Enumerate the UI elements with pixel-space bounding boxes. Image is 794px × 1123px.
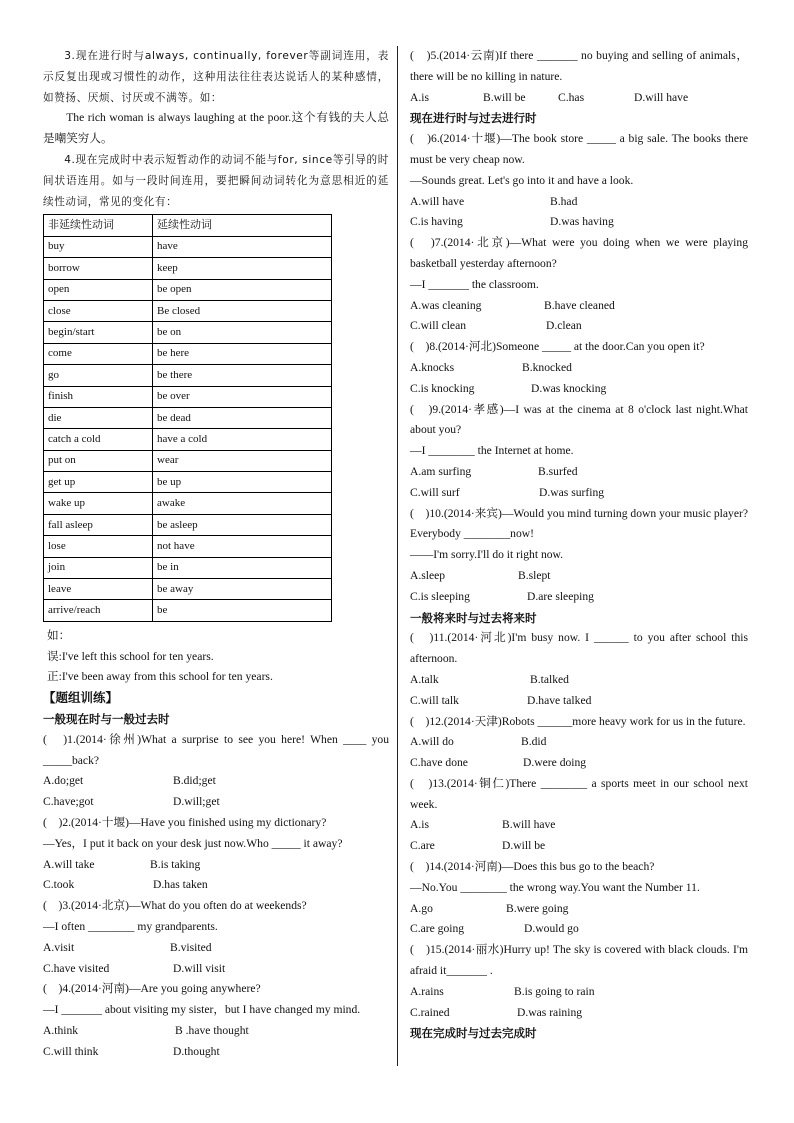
section-heading: 现在完成时与过去完成时 <box>410 1026 537 1041</box>
option-a: A.visit <box>43 940 75 954</box>
option-b: B.did;get <box>173 774 216 788</box>
option-d: D.was having <box>550 215 614 229</box>
table-header-cell: 延续性动词 <box>153 215 332 236</box>
question-10: ( )10.(2014·来宾)—Would you mind turning down your music player?Everybody ________now! <box>410 506 748 541</box>
question-6-dialogue: —Sounds great. Let's go into it and have a look. <box>410 173 634 187</box>
question-13: ( )13.(2014·铜仁)There ________ a sports meet in our school next week. <box>410 776 748 811</box>
option-b: B.knocked <box>522 360 572 374</box>
option-c: C.have visited <box>43 961 110 975</box>
option-c: C.have;got <box>43 795 94 809</box>
table-row <box>44 536 332 557</box>
option-d: D.have talked <box>527 693 592 707</box>
option-d: D.was surfing <box>539 485 605 499</box>
option-b: B .have thought <box>175 1023 249 1037</box>
option-c: C.will surf <box>410 485 460 499</box>
question-10-options-row-1 <box>410 566 748 587</box>
table-row <box>44 600 332 621</box>
question-13-options-row-2 <box>410 836 748 857</box>
non-durative-verb-cell: go <box>44 365 153 386</box>
option-b: B.surfed <box>538 464 578 478</box>
option-b: B.will have <box>502 818 556 832</box>
option-b: B.have cleaned <box>544 298 615 312</box>
question-12-options-row-1 <box>410 732 748 753</box>
option-b: B.did <box>521 735 547 749</box>
question-4-dialogue: —I _______ about visiting my sister，but I have changed my mind. <box>43 1003 361 1017</box>
question-10-dialogue: ——I'm sorry.I'll do it right now. <box>410 548 564 562</box>
durative-verb-cell: awake <box>153 493 332 514</box>
question-6-options-row-2 <box>410 212 748 233</box>
durative-verb-cell: Be closed <box>153 300 332 321</box>
option-a: A.think <box>43 1023 79 1037</box>
question-2-options-row-1 <box>43 855 389 876</box>
durative-verb-cell: wear <box>153 450 332 471</box>
option-d: D.were doing <box>523 756 587 770</box>
option-b: B.talked <box>530 672 569 686</box>
option-a: A.will have <box>410 194 465 208</box>
non-durative-verb-cell: lose <box>44 536 153 557</box>
question-15-options-row-2 <box>410 1003 748 1024</box>
table-header-cell: 非延续性动词 <box>44 215 153 236</box>
table-row <box>44 514 332 535</box>
option-a: A.talk <box>410 672 439 686</box>
question-13-options-row-1 <box>410 815 748 836</box>
example-label: 如： <box>47 628 71 642</box>
question-12: ( )12.(2014·天津)Robots ______more heavy work for us in the future. <box>410 714 746 728</box>
option-c: C.are going <box>410 922 465 936</box>
option-a: A.will do <box>410 735 454 749</box>
question-14-options-row-1 <box>410 899 748 920</box>
question-2-dialogue: —Yes，I put it back on your desk just now.Who _____ it away? <box>43 836 343 850</box>
non-durative-verb-cell: arrive/reach <box>44 600 153 621</box>
durative-verb-cell: be away <box>153 579 332 600</box>
wrong-example: 误:I've left this school for ten years. <box>47 649 214 663</box>
question-12-options-row-2 <box>410 753 748 774</box>
table-header-row <box>44 215 332 236</box>
option-d: D.are sleeping <box>527 589 594 603</box>
question-11-options-row-1 <box>410 670 748 691</box>
question-4-options-row-2 <box>43 1042 389 1063</box>
durative-verb-cell: be open <box>153 279 332 300</box>
correct-example: 正:I've been away from this school for ten years. <box>47 670 273 684</box>
question-6-options-row-1 <box>410 192 748 213</box>
table-row <box>44 236 332 257</box>
durative-verb-cell: not have <box>153 536 332 557</box>
option-b: B.were going <box>506 901 569 915</box>
non-durative-verb-cell: fall asleep <box>44 514 153 535</box>
question-8: ( )8.(2014·河北)Someone _____ at the door.Can you open it? <box>410 340 705 354</box>
option-c: C.rained <box>410 1005 450 1019</box>
option-c: C.took <box>43 878 75 892</box>
table-row <box>44 493 332 514</box>
option-b: B.slept <box>518 568 551 582</box>
left-column <box>43 46 389 1063</box>
non-durative-verb-cell: buy <box>44 236 153 257</box>
section-heading: 一般将来时与过去将来时 <box>410 610 537 625</box>
question-14-dialogue: —No.You ________ the wrong way.You want the Number 11. <box>410 880 700 894</box>
question-7-dialogue: —I _______ the classroom. <box>410 277 539 291</box>
option-a: A.was cleaning <box>410 298 482 312</box>
question-9: ( )9.(2014·孝感)—I was at the cinema at 8 o'clock last night.What about you? <box>410 402 748 437</box>
non-durative-verb-cell: die <box>44 407 153 428</box>
non-durative-verb-cell: get up <box>44 472 153 493</box>
durative-verb-cell: be on <box>153 322 332 343</box>
option-a: A.is <box>410 90 430 104</box>
durative-verb-cell: be asleep <box>153 514 332 535</box>
option-c: C.are <box>410 839 435 853</box>
question-5-options <box>410 88 748 109</box>
question-2: ( )2.(2014·十堰)—Have you finished using my dictionary? <box>43 815 327 829</box>
option-c: C.will think <box>43 1044 99 1058</box>
non-durative-verb-cell: come <box>44 343 153 364</box>
table-row <box>44 279 332 300</box>
table-row <box>44 343 332 364</box>
non-durative-verb-cell: open <box>44 279 153 300</box>
option-a: A.sleep <box>410 568 446 582</box>
table-row <box>44 386 332 407</box>
option-b: B.will be <box>483 90 526 104</box>
option-d: D.will visit <box>173 961 226 975</box>
option-a: A.rains <box>410 984 444 998</box>
table-row <box>44 450 332 471</box>
option-d: D.would go <box>524 922 579 936</box>
option-a: A.go <box>410 901 433 915</box>
table-row <box>44 322 332 343</box>
option-d: D.will;get <box>173 795 220 809</box>
durative-verb-cell: keep <box>153 258 332 279</box>
table-row <box>44 407 332 428</box>
section-heading: 一般现在时与一般过去时 <box>43 711 170 726</box>
question-11: ( )11.(2014·河北)I'm busy now. I ______ to you after school this afternoon. <box>410 631 748 666</box>
grammar-note-4: 4.现在完成时中表示短暂动作的动词不能与for, since等引导的时间状语连用。如与一段时间连用，要把瞬间动词转化为意思相近的延续性动词，常见的变化有： <box>43 153 389 208</box>
verb-conversion-table <box>43 214 332 621</box>
option-a: A.knocks <box>410 360 455 374</box>
practice-title: 【题组训练】 <box>43 690 119 706</box>
grammar-example-3: The rich woman is always laughing at the poor.这个有钱的夫人总是嘲笑穷人。 <box>43 111 389 146</box>
question-8-options-row-2 <box>410 379 748 400</box>
option-c: C.is sleeping <box>410 589 470 603</box>
question-3-options-row-1 <box>43 938 389 959</box>
option-d: D.clean <box>546 319 582 333</box>
question-3-dialogue: —I often ________ my grandparents. <box>43 919 218 933</box>
question-6: ( )6.(2014·十堰)—The book store _____ a big sale. The books there must be very cheap now. <box>410 132 748 166</box>
question-9-dialogue: —I ________ the Internet at home. <box>410 444 574 458</box>
question-15: ( )15.(2014·丽水)Hurry up! The sky is covered with black clouds. I'm afraid it_______ . <box>410 943 748 978</box>
option-b: B.is going to rain <box>514 984 595 998</box>
durative-verb-cell: be there <box>153 365 332 386</box>
question-1-options-row-2 <box>43 792 389 813</box>
durative-verb-cell: be up <box>153 472 332 493</box>
question-15-options-row-1 <box>410 982 748 1003</box>
right-column <box>410 46 748 1044</box>
table-row <box>44 300 332 321</box>
durative-verb-cell: be <box>153 600 332 621</box>
option-d: D.was raining <box>517 1005 583 1019</box>
option-d: D.will have <box>634 90 689 104</box>
question-8-options-row-1 <box>410 358 748 379</box>
option-c: C.is having <box>410 215 463 229</box>
durative-verb-cell: have a cold <box>153 429 332 450</box>
table-row <box>44 429 332 450</box>
non-durative-verb-cell: close <box>44 300 153 321</box>
option-b: B.visited <box>170 940 212 954</box>
non-durative-verb-cell: catch a cold <box>44 429 153 450</box>
question-11-options-row-2 <box>410 691 748 712</box>
option-c: C.will talk <box>410 693 459 707</box>
question-14: ( )14.(2014·河南)—Does this bus go to the beach? <box>410 860 655 874</box>
option-d: D.will be <box>502 839 546 853</box>
option-a: A.is <box>410 818 430 832</box>
non-durative-verb-cell: borrow <box>44 258 153 279</box>
question-14-options-row-2 <box>410 919 748 940</box>
option-a: A.am surfing <box>410 464 472 478</box>
option-d: D.has taken <box>153 878 208 892</box>
non-durative-verb-cell: put on <box>44 450 153 471</box>
non-durative-verb-cell: finish <box>44 386 153 407</box>
option-a: A.will take <box>43 857 95 871</box>
non-durative-verb-cell: wake up <box>44 493 153 514</box>
question-9-options-row-2 <box>410 483 748 504</box>
durative-verb-cell: be in <box>153 557 332 578</box>
option-c: C.is knocking <box>410 381 475 395</box>
question-7: ( )7.(2014·北京)—What were you doing when we were playing basketball yesterday afternoon? <box>410 236 748 270</box>
option-c: C.will clean <box>410 319 467 333</box>
column-divider <box>397 46 398 1066</box>
question-1-options-row-1 <box>43 771 389 792</box>
question-4-options-row-1 <box>43 1021 389 1042</box>
question-7-options-row-2 <box>410 316 748 337</box>
non-durative-verb-cell: begin/start <box>44 322 153 343</box>
question-3: ( )3.(2014·北京)—What do you often do at weekends? <box>43 899 307 913</box>
question-1: ( )1.(2014·徐州)What a surprise to see you here! When ____ you _____back? <box>43 732 389 767</box>
grammar-note-3: 3.现在进行时与always, continually, forever等副词连用，表示反复出现或习惯性的动作，这种用法往往表达说话人的某种感情，如赞扬、厌烦、讨厌或不满等。如： <box>43 50 389 104</box>
non-durative-verb-cell: join <box>44 557 153 578</box>
durative-verb-cell: have <box>153 236 332 257</box>
option-b: B.had <box>550 194 578 208</box>
option-d: D.thought <box>173 1044 220 1058</box>
question-4: ( )4.(2014·河南)—Are you going anywhere? <box>43 982 261 996</box>
question-5: ( )5.(2014·云南)If there _______ no buying and selling of animals，there will be no killing in nature. <box>410 49 748 83</box>
table-row <box>44 579 332 600</box>
durative-verb-cell: be dead <box>153 407 332 428</box>
option-c: C.has <box>558 90 585 104</box>
question-9-options-row-1 <box>410 462 748 483</box>
option-a: A.do;get <box>43 774 84 788</box>
table-row <box>44 557 332 578</box>
table-row <box>44 258 332 279</box>
question-2-options-row-2 <box>43 875 389 896</box>
section-heading: 现在进行时与过去进行时 <box>410 111 537 126</box>
table-row <box>44 365 332 386</box>
question-7-options-row-1 <box>410 296 748 317</box>
non-durative-verb-cell: leave <box>44 579 153 600</box>
question-10-options-row-2 <box>410 587 748 608</box>
option-d: D.was knocking <box>531 381 607 395</box>
durative-verb-cell: be over <box>153 386 332 407</box>
durative-verb-cell: be here <box>153 343 332 364</box>
option-b: B.is taking <box>150 857 201 871</box>
question-3-options-row-2 <box>43 959 389 980</box>
option-c: C.have done <box>410 756 468 770</box>
table-row <box>44 472 332 493</box>
